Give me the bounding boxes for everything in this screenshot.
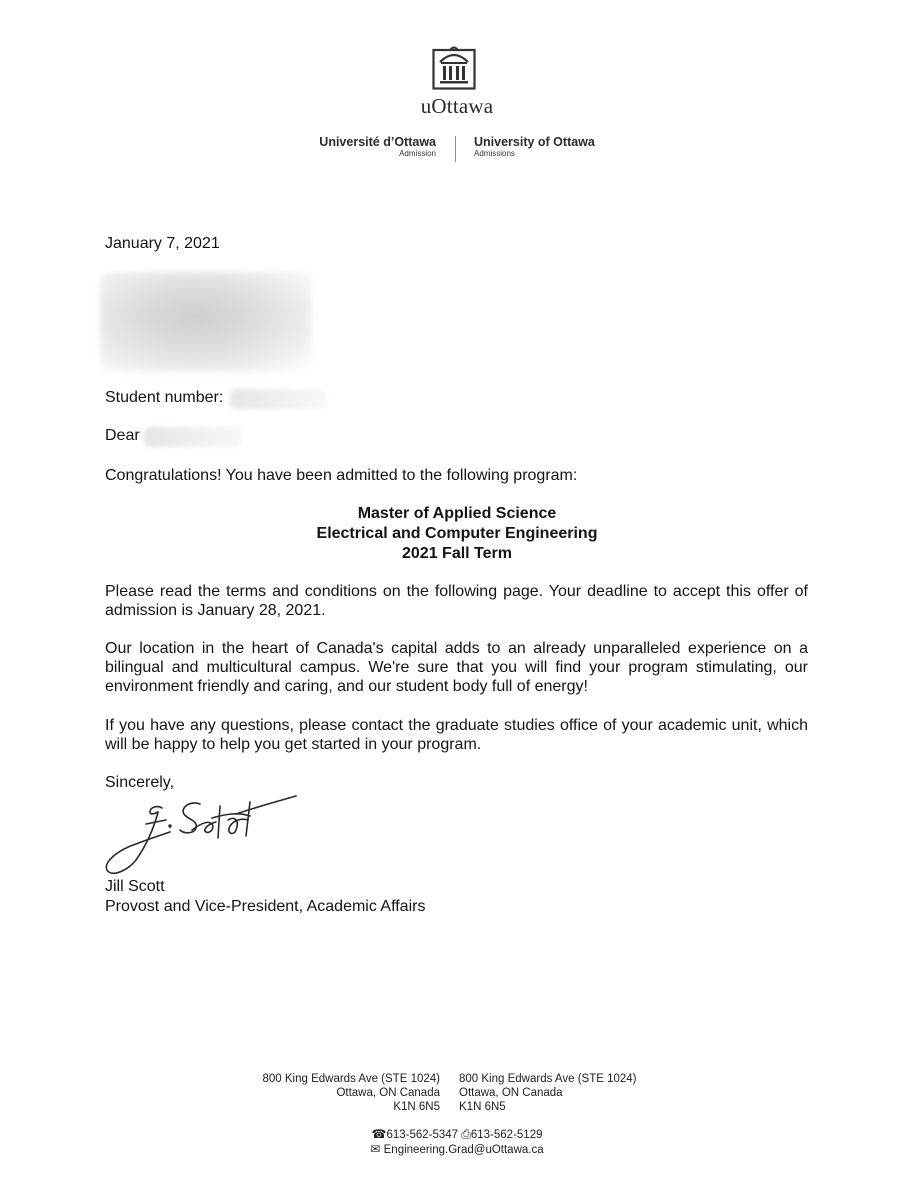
redacted-student-number <box>230 389 326 409</box>
paragraph-questions: If you have any questions, please contact the graduate studies office of your academic unit, which will be happy to help you get started in your program. <box>105 717 808 753</box>
footer-contacts <box>0 1127 914 1157</box>
department-english: Admissions <box>474 149 515 158</box>
footer-email-row <box>0 1142 914 1157</box>
university-name-english-block <box>474 135 595 158</box>
footer-street-french: 800 King Edwards Ave (STE 1024) <box>262 1073 440 1085</box>
handwritten-signature <box>100 790 305 880</box>
footer-postal-english: K1N 6N5 <box>459 1101 506 1113</box>
header-divider <box>455 136 456 162</box>
program-degree: Master of Applied Science <box>357 505 557 522</box>
student-number-label: Student number: <box>105 389 224 406</box>
redacted-recipient-name <box>144 427 242 447</box>
footer-street-english: 800 King Edwards Ave (STE 1024) <box>459 1073 637 1085</box>
telephone-icon: ☎ <box>371 1127 387 1141</box>
footer-address-french <box>262 1072 440 1114</box>
salutation: Dear <box>105 427 140 444</box>
program-details <box>160 504 754 564</box>
paragraph-location: Our location in the heart of Canada's capital adds to an already unparalleled experience on a bilingual and multicultural campus. We're sure that you will find your program stimulating, our environment friendly and caring, and our student body full of energy! <box>105 640 808 695</box>
paragraph-terms-deadline: Please read the terms and conditions on the following page. Your deadline to accept this offer of admission is January 28, 2021. <box>105 583 808 619</box>
congratulations-text: Congratulations! You have been admitted to the following program: <box>105 467 578 484</box>
footer-fax: 613-562-5129 <box>470 1129 543 1141</box>
signer-title: Provost and Vice-President, Academic Affairs <box>105 898 426 915</box>
uottawa-wordmark: uOttawa <box>420 94 494 118</box>
fax-icon: ⎙ <box>461 1127 471 1141</box>
university-name-english: University of Ottawa <box>474 135 595 149</box>
footer-city-french: Ottawa, ON Canada <box>336 1087 440 1099</box>
university-name-french-block <box>319 135 436 158</box>
uottawa-building-logo-icon <box>432 42 476 90</box>
footer-address-english <box>459 1072 637 1114</box>
footer-phone-fax-row <box>0 1127 914 1142</box>
footer-email[interactable]: Engineering.Grad@uOttawa.ca <box>383 1144 544 1156</box>
footer-city-english: Ottawa, ON Canada <box>459 1087 563 1099</box>
redacted-recipient-address <box>100 272 312 372</box>
signer-name: Jill Scott <box>105 878 165 895</box>
letter-date: January 7, 2021 <box>105 235 220 252</box>
envelope-icon: ✉ <box>370 1142 381 1156</box>
closing: Sincerely, <box>105 774 175 791</box>
department-french: Admission <box>399 149 436 158</box>
university-name-french: Université d’Ottawa <box>319 135 436 149</box>
program-department: Electrical and Computer Engineering <box>316 525 598 542</box>
footer-postal-french: K1N 6N5 <box>393 1101 440 1113</box>
program-term: 2021 Fall Term <box>402 545 512 562</box>
footer-phone: 613-562-5347 <box>386 1129 459 1141</box>
